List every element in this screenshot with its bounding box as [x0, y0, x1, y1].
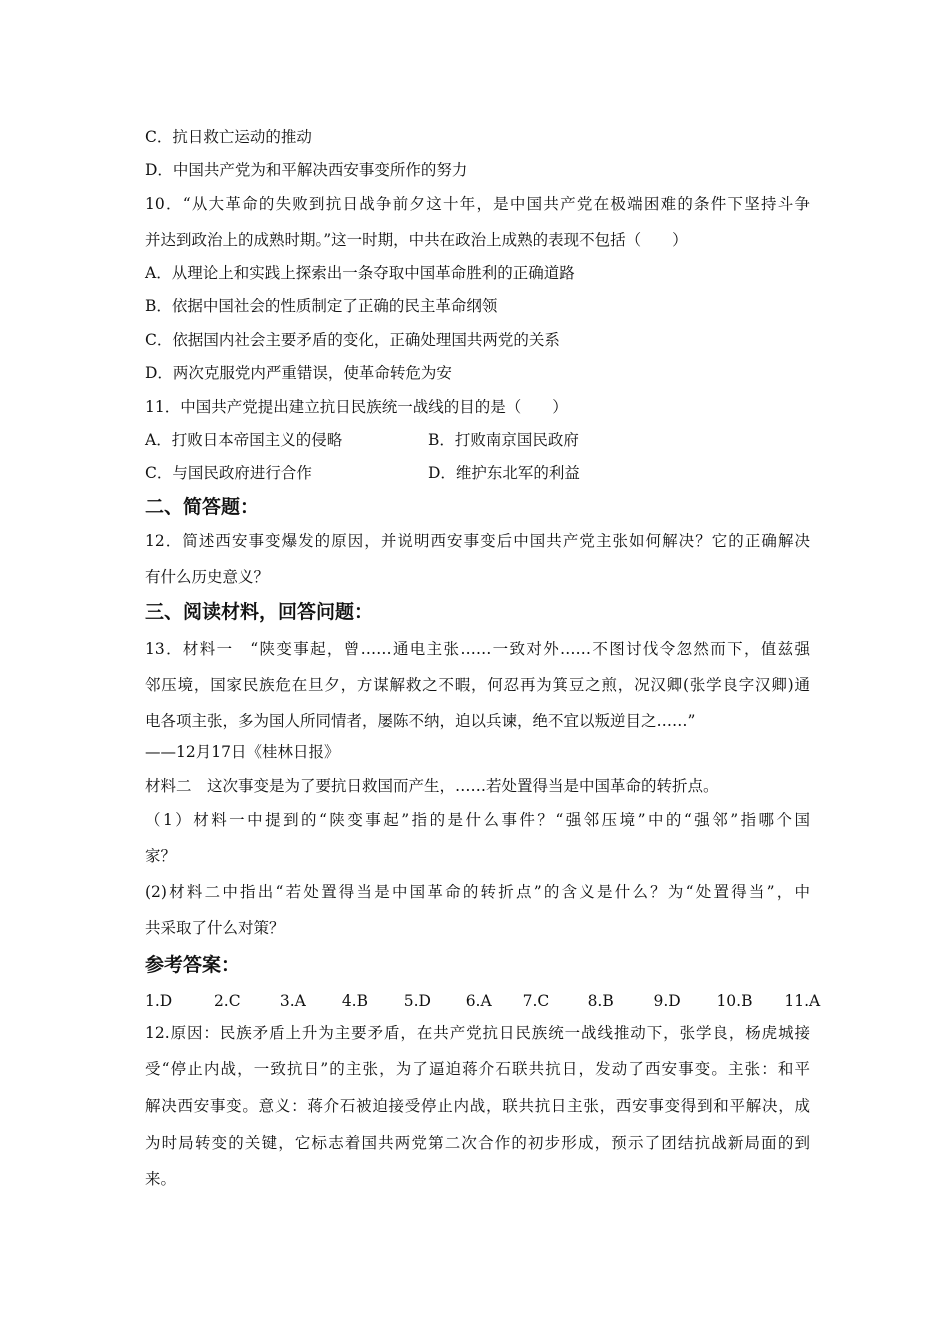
q13-subquestion2-line1: (2)材料二中指出“若处置得当是中国革命的转折点”的含义是什么？为“处置得当”，中	[145, 883, 810, 901]
q13-subquestion2-line2: 共采取了什么对策？	[145, 919, 285, 937]
answer12-line5: 来。	[145, 1170, 177, 1188]
q10-option-b: B．依据中国社会的性质制定了正确的民主革命纲领	[145, 297, 498, 315]
q11-option-c: C．与国民政府进行合作	[145, 464, 312, 482]
answer-item: 10.B	[716, 992, 753, 1010]
q12-stem-line2: 有什么历史意义？	[145, 568, 270, 586]
section-reading-title: 三、阅读材料，回答问题：	[145, 601, 374, 623]
answer12-line2: 受“停止内战，一致抗日”的主张，为了逼迫蒋介石联共抗日，发动了西安事变。主张：和平	[145, 1060, 810, 1078]
q9-option-d: D．中国共产党为和平解决西安事变所作的努力	[145, 161, 468, 179]
q10-stem-line1: 10．“从大革命的失败到抗日战争前夕这十年，是中国共产党在极端困难的条件下坚持斗争	[145, 195, 810, 213]
answers-title: 参考答案：	[145, 954, 241, 976]
answer-item: 7.C	[522, 992, 550, 1010]
q10-stem-line2: 并达到政治上的成熟时期。”这一时期，中共在政治上成熟的表现不包括（ ）	[145, 231, 688, 249]
q13-subquestion1-line2: 家？	[145, 847, 177, 865]
answer-item: 11.A	[784, 992, 821, 1010]
q9-option-c: C．抗日救亡运动的推动	[145, 128, 312, 146]
answer-item: 2.C	[213, 992, 241, 1010]
q12-stem-line1: 12．简述西安事变爆发的原因，并说明西安事变后中国共产党主张如何解决？它的正确解决	[145, 532, 810, 550]
q10-option-d: D．两次克服党内严重错误，使革命转危为安	[145, 364, 452, 382]
answer-item: 4.B	[341, 992, 368, 1010]
answer12-line4: 为时局转变的关键，它标志着国共两党第二次合作的初步形成，预示了团结抗战新局面的到	[145, 1134, 810, 1152]
q13-material1-line2: 邻压境，国家民族危在旦夕，方谋解救之不暇，何忍再为箕豆之煎，况汉卿(张学良字汉卿)通	[145, 676, 810, 694]
q13-material1-source: ——12月17日《桂林日报》	[145, 743, 340, 761]
answer-item: 5.D	[403, 992, 431, 1010]
answer-item: 8.B	[587, 992, 614, 1010]
q10-option-a: A．从理论上和实践上探索出一条夺取中国革命胜利的正确道路	[145, 264, 575, 282]
q13-material1-line3: 电各项主张，多为国人所同情者，屡陈不纳，迫以兵谏，绝不宜以叛逆目之……”	[145, 712, 696, 730]
q13-material1-line1: 13．材料一 “陕变事起，曾……通电主张……一致对外……不图讨伐令忽然而下，值兹强	[145, 640, 810, 658]
answer12-line3: 解决西安事变。意义：蒋介石被迫接受停止内战，联共抗日主张，西安事变得到和平解决，成	[145, 1097, 810, 1115]
q13-material2: 材料二 这次事变是为了要抗日救国而产生，……若处置得当是中国革命的转折点。	[145, 777, 719, 795]
answer-item: 9.D	[653, 992, 681, 1010]
answer12-line1: 12.原因：民族矛盾上升为主要矛盾，在共产党抗日民族统一战线推动下，张学良，杨虎城接	[145, 1024, 810, 1042]
q11-option-a: A．打败日本帝国主义的侵略	[145, 431, 343, 449]
answer-item: 1.D	[145, 992, 173, 1010]
q10-option-c: C．依据国内社会主要矛盾的变化，正确处理国共两党的关系	[145, 331, 560, 349]
q11-option-b: B．打败南京国民政府	[428, 431, 579, 449]
answer-item: 3.A	[279, 992, 306, 1010]
q11-option-d: D．维护东北军的利益	[428, 464, 580, 482]
choice-answers	[145, 990, 820, 1012]
answer-item: 6.A	[465, 992, 492, 1010]
q13-subquestion1-line1: （1）材料一中提到的“陕变事起”指的是什么事件？“强邻压境”中的“强邻”指哪个国	[145, 811, 810, 829]
section-short-answer-title: 二、简答题：	[145, 496, 260, 518]
q11-stem: 11．中国共产党提出建立抗日民族统一战线的目的是（ ）	[145, 398, 568, 416]
